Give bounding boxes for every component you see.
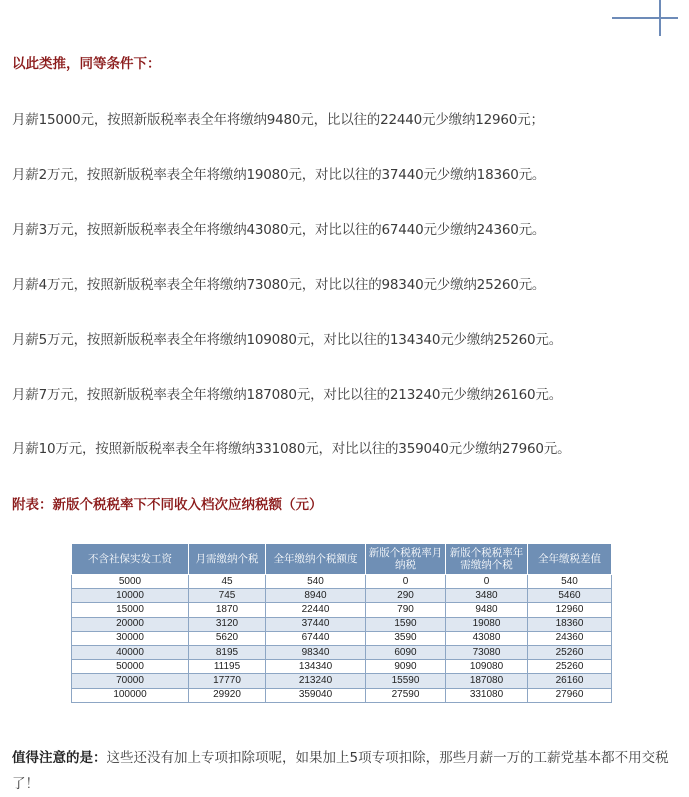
- table-cell: 37440: [266, 617, 366, 631]
- header-annual-tax: 全年缴纳个税额度: [266, 544, 366, 575]
- table-cell: 3120: [189, 617, 266, 631]
- paragraph-100000: 月薪10万元，按照新版税率表全年将缴纳331080元，对比以往的359040元少缴纳27960元。: [12, 441, 571, 457]
- table-cell: 45: [189, 575, 266, 589]
- table-cell: 73080: [446, 645, 528, 659]
- table-cell: 19080: [446, 617, 528, 631]
- paragraph-15000: 月薪15000元，按照新版税率表全年将缴纳9480元，比以往的22440元少缴纳12960元；: [12, 112, 544, 128]
- table-cell: 12960: [528, 603, 612, 617]
- table-cell: 790: [366, 603, 446, 617]
- header-annual-difference: 全年缴税差值: [528, 544, 612, 575]
- table-cell: 1590: [366, 617, 446, 631]
- table-cell: 359040: [266, 688, 366, 702]
- table-row: [72, 631, 612, 645]
- table-cell: 0: [446, 575, 528, 589]
- table-row: [72, 575, 612, 589]
- table-cell: 745: [189, 589, 266, 603]
- paragraph-50000: 月薪5万元，按照新版税率表全年将缴纳109080元，对比以往的134340元少缴纳25260元。: [12, 332, 563, 348]
- table-cell: 3590: [366, 631, 446, 645]
- table-row: [72, 589, 612, 603]
- section-heading: 以此类推，同等条件下：: [12, 56, 161, 72]
- table-row: [72, 617, 612, 631]
- table-cell: 5000: [72, 575, 189, 589]
- table-cell: 98340: [266, 645, 366, 659]
- table-cell: 50000: [72, 660, 189, 674]
- table-cell: 27590: [366, 688, 446, 702]
- table-cell: 3480: [446, 589, 528, 603]
- table-cell: 70000: [72, 674, 189, 688]
- table-cell: 25260: [528, 645, 612, 659]
- table-row: [72, 674, 612, 688]
- table-cell: 15000: [72, 603, 189, 617]
- table-cell: 9090: [366, 660, 446, 674]
- table-cell: 27960: [528, 688, 612, 702]
- table-cell: 187080: [446, 674, 528, 688]
- table-cell: 8940: [266, 589, 366, 603]
- paragraph-40000: 月薪4万元，按照新版税率表全年将缴纳73080元，对比以往的98340元少缴纳25260元。: [12, 277, 546, 293]
- paragraph-70000: 月薪7万元，按照新版税率表全年将缴纳187080元，对比以往的213240元少缴纳26160元。: [12, 387, 563, 403]
- table-cell: 9480: [446, 603, 528, 617]
- table-cell: 24360: [528, 631, 612, 645]
- table-cell: 43080: [446, 631, 528, 645]
- table-cell: 5460: [528, 589, 612, 603]
- table-row: [72, 603, 612, 617]
- table-cell: 22440: [266, 603, 366, 617]
- table-cell: 15590: [366, 674, 446, 688]
- table-cell: 213240: [266, 674, 366, 688]
- table-heading: 附表：新版个税税率下不同收入档次应纳税额（元）: [12, 497, 323, 513]
- note-label: 值得注意的是：: [12, 750, 107, 766]
- table-cell: 1870: [189, 603, 266, 617]
- note-paragraph: [12, 745, 680, 797]
- table-cell: 331080: [446, 688, 528, 702]
- table-row: [72, 688, 612, 702]
- table-row: [72, 645, 612, 659]
- tax-table: [71, 543, 612, 703]
- table-cell: 18360: [528, 617, 612, 631]
- table-cell: 29920: [189, 688, 266, 702]
- table-cell: 100000: [72, 688, 189, 702]
- table-cell: 134340: [266, 660, 366, 674]
- corner-decoration: [609, 0, 689, 40]
- corner-line-vertical: [659, 0, 661, 36]
- table-cell: 290: [366, 589, 446, 603]
- table-cell: 25260: [528, 660, 612, 674]
- table-cell: 30000: [72, 631, 189, 645]
- table-header-row: [72, 544, 612, 575]
- table-cell: 109080: [446, 660, 528, 674]
- table-cell: 67440: [266, 631, 366, 645]
- table-cell: 8195: [189, 645, 266, 659]
- table-cell: 5620: [189, 631, 266, 645]
- note-text: 这些还没有加上专项扣除项呢，如果加上5项专项扣除，那些月薪一万的工薪党基本都不用交税了！: [12, 750, 669, 792]
- table-cell: 11195: [189, 660, 266, 674]
- corner-line-horizontal: [612, 17, 678, 19]
- table-row: [72, 660, 612, 674]
- table-cell: 20000: [72, 617, 189, 631]
- header-net-salary: 不含社保实发工资: [72, 544, 189, 575]
- tax-table-container: [71, 543, 611, 703]
- table-cell: 540: [266, 575, 366, 589]
- paragraph-30000: 月薪3万元，按照新版税率表全年将缴纳43080元，对比以往的67440元少缴纳24360元。: [12, 222, 546, 238]
- table-cell: 17770: [189, 674, 266, 688]
- header-new-monthly-tax: 新版个税税率月纳税: [366, 544, 446, 575]
- header-monthly-tax: 月需缴纳个税: [189, 544, 266, 575]
- table-cell: 6090: [366, 645, 446, 659]
- table-cell: 10000: [72, 589, 189, 603]
- table-cell: 26160: [528, 674, 612, 688]
- header-new-annual-tax: 新版个税税率年需缴纳个税: [446, 544, 528, 575]
- paragraph-20000: 月薪2万元，按照新版税率表全年将缴纳19080元，对比以往的37440元少缴纳18360元。: [12, 167, 546, 183]
- table-cell: 0: [366, 575, 446, 589]
- table-cell: 40000: [72, 645, 189, 659]
- table-cell: 540: [528, 575, 612, 589]
